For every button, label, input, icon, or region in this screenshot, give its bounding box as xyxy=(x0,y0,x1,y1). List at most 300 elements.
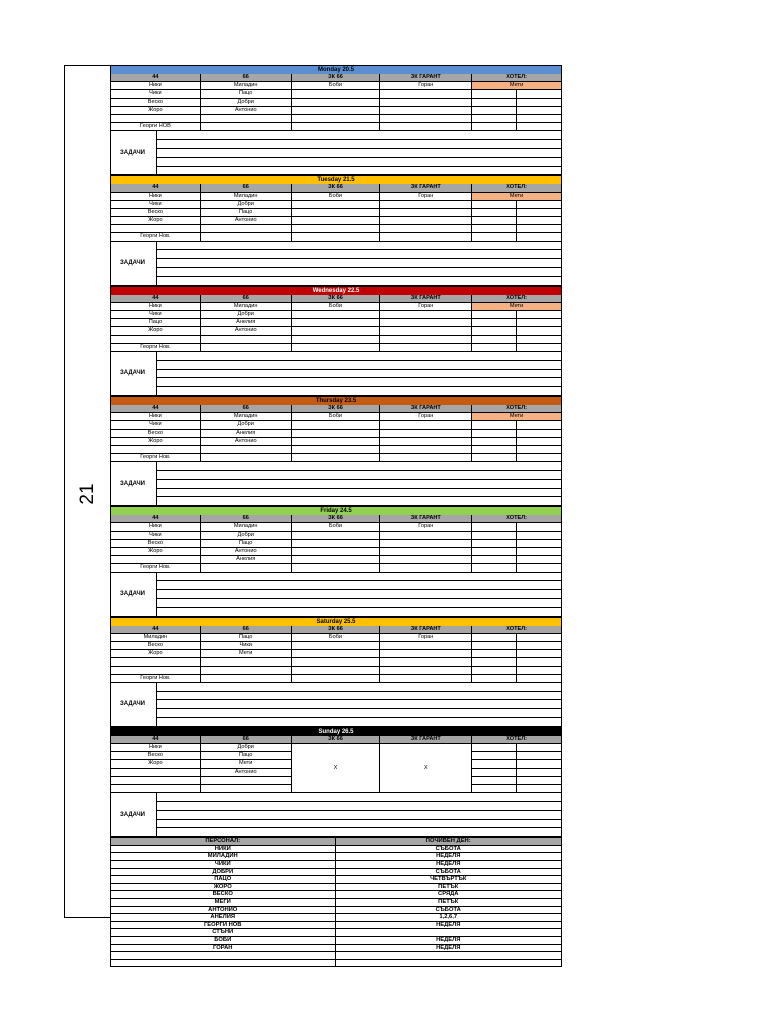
cell-44[interactable]: Чики xyxy=(111,201,201,208)
cell-44[interactable]: Ники xyxy=(111,523,201,530)
cell-hotel-extra[interactable] xyxy=(517,421,562,428)
cell-hotel-extra[interactable] xyxy=(517,658,562,665)
cell-zk66[interactable]: Боби xyxy=(292,82,381,89)
cell-hotel-extra[interactable] xyxy=(517,430,562,437)
staff-name[interactable] xyxy=(111,952,336,960)
cell-hotel[interactable] xyxy=(472,634,517,641)
staff-day-off[interactable]: 1,2,6,7 xyxy=(336,914,563,922)
cell-hotel[interactable] xyxy=(472,675,517,682)
staff-day-off[interactable]: НЕДЕЛЯ xyxy=(336,853,563,861)
staff-name[interactable]: АНТОНИО xyxy=(111,907,336,915)
cell-66[interactable]: Миладин xyxy=(201,523,292,530)
cell-zk66[interactable] xyxy=(292,650,381,657)
cell-zk-garant[interactable] xyxy=(380,344,472,351)
cell-hotel[interactable]: Мети xyxy=(472,413,562,420)
task-line[interactable] xyxy=(157,242,562,251)
cell-hotel-extra[interactable] xyxy=(517,201,562,208)
cell-66[interactable] xyxy=(201,344,292,351)
cell-44[interactable] xyxy=(111,667,201,674)
cell-66[interactable]: Пацо xyxy=(201,752,292,759)
cell-44[interactable]: Ники xyxy=(111,744,201,751)
staff-day-off[interactable]: ЧЕТВЪРТЪК xyxy=(336,876,563,884)
cell-hotel-extra[interactable] xyxy=(517,650,562,657)
task-line[interactable] xyxy=(157,811,562,820)
task-line[interactable] xyxy=(157,573,562,582)
cell-hotel-extra[interactable] xyxy=(517,777,562,784)
cell-zk-garant[interactable] xyxy=(380,123,472,130)
cell-hotel-extra[interactable] xyxy=(517,760,562,767)
staff-name[interactable]: МЕГИ xyxy=(111,899,336,907)
cell-66[interactable]: Пацо xyxy=(201,209,292,216)
staff-name[interactable]: ЖОРО xyxy=(111,884,336,892)
task-line[interactable] xyxy=(157,378,562,387)
cell-66[interactable] xyxy=(201,785,292,792)
cell-zk66[interactable]: Боби xyxy=(292,413,381,420)
cell-66[interactable] xyxy=(201,115,292,122)
cell-66[interactable]: Пацо xyxy=(201,540,292,547)
staff-name[interactable]: ЧИКИ xyxy=(111,861,336,869)
cell-zk-garant[interactable] xyxy=(380,446,472,453)
cell-66[interactable]: Анелия xyxy=(201,556,292,563)
staff-day-off[interactable]: ПЕТЪК xyxy=(336,884,563,892)
cell-44[interactable]: Жоро xyxy=(111,650,201,657)
cell-hotel[interactable] xyxy=(472,785,517,792)
cell-hotel[interactable] xyxy=(472,446,517,453)
cell-hotel[interactable] xyxy=(472,438,517,445)
cell-zk-garant[interactable] xyxy=(380,556,472,563)
cell-zk66[interactable] xyxy=(292,233,381,240)
cell-zk-garant[interactable]: Горан xyxy=(380,634,472,641)
cell-zk-garant[interactable] xyxy=(380,233,472,240)
cell-44[interactable]: Жоро xyxy=(111,217,201,224)
cell-zk-garant[interactable] xyxy=(380,540,472,547)
cell-zk66[interactable] xyxy=(292,90,381,97)
cell-zk-garant[interactable] xyxy=(380,454,472,461)
staff-day-off[interactable]: НЕДЕЛЯ xyxy=(336,922,563,930)
cell-hotel[interactable]: Мети xyxy=(472,82,562,89)
task-line[interactable] xyxy=(157,793,562,802)
cell-66[interactable]: Антонио xyxy=(201,769,292,776)
cell-zk66[interactable] xyxy=(292,430,381,437)
cell-hotel[interactable] xyxy=(472,532,517,539)
cell-hotel[interactable] xyxy=(472,752,517,759)
cell-44[interactable] xyxy=(111,115,201,122)
staff-name[interactable]: ГОРАН xyxy=(111,945,336,953)
task-line[interactable] xyxy=(157,480,562,489)
cell-hotel[interactable] xyxy=(472,115,517,122)
staff-day-off[interactable]: СРЯДА xyxy=(336,891,563,899)
cell-hotel-extra[interactable] xyxy=(517,556,562,563)
cell-hotel-extra[interactable] xyxy=(517,107,562,114)
cell-zk-garant[interactable]: Горан xyxy=(380,82,472,89)
staff-day-off[interactable]: СЪБОТА xyxy=(336,869,563,877)
task-line[interactable] xyxy=(157,140,562,149)
cell-44[interactable]: Веско xyxy=(111,209,201,216)
cell-hotel-extra[interactable] xyxy=(517,752,562,759)
cell-zk-garant[interactable] xyxy=(380,225,472,232)
cell-66[interactable]: Добри xyxy=(201,311,292,318)
task-line[interactable] xyxy=(157,599,562,608)
task-line[interactable] xyxy=(157,268,562,277)
cell-zk66[interactable] xyxy=(292,327,381,334)
cell-hotel[interactable]: Мети xyxy=(472,193,562,200)
cell-66[interactable]: Антонио xyxy=(201,217,292,224)
cell-zk-garant[interactable] xyxy=(380,421,472,428)
cell-hotel[interactable] xyxy=(472,336,517,343)
cell-66[interactable]: Антонио xyxy=(201,548,292,555)
cell-66[interactable]: Миладин xyxy=(201,413,292,420)
cell-zk-garant[interactable] xyxy=(380,675,472,682)
cell-zk66[interactable] xyxy=(292,532,381,539)
cell-zk-garant-closed[interactable]: X xyxy=(380,744,472,793)
cell-zk66[interactable]: Боби xyxy=(292,634,381,641)
cell-66[interactable] xyxy=(201,123,292,130)
staff-name[interactable]: ВЕСКО xyxy=(111,891,336,899)
cell-zk-garant[interactable] xyxy=(380,438,472,445)
cell-44[interactable]: Ники xyxy=(111,82,201,89)
cell-hotel[interactable] xyxy=(472,209,517,216)
cell-zk66[interactable] xyxy=(292,658,381,665)
cell-66[interactable] xyxy=(201,658,292,665)
cell-zk-garant[interactable] xyxy=(380,667,472,674)
cell-zk66-closed[interactable]: X xyxy=(292,744,381,793)
cell-44[interactable] xyxy=(111,556,201,563)
cell-hotel-extra[interactable] xyxy=(517,634,562,641)
cell-hotel[interactable] xyxy=(472,201,517,208)
cell-zk66[interactable] xyxy=(292,319,381,326)
cell-hotel-extra[interactable] xyxy=(517,209,562,216)
cell-hotel[interactable] xyxy=(472,667,517,674)
task-line[interactable] xyxy=(157,489,562,498)
cell-zk-garant[interactable]: Горан xyxy=(380,523,472,530)
staff-day-off[interactable] xyxy=(336,960,563,968)
cell-44[interactable]: Жоро xyxy=(111,438,201,445)
cell-zk-garant[interactable]: Горан xyxy=(380,413,472,420)
cell-66[interactable]: Пацо xyxy=(201,634,292,641)
cell-hotel[interactable] xyxy=(472,769,517,776)
staff-name[interactable]: МИЛАДИН xyxy=(111,853,336,861)
cell-44[interactable]: Веско xyxy=(111,752,201,759)
cell-66[interactable]: Мети xyxy=(201,650,292,657)
task-line[interactable] xyxy=(157,718,562,726)
cell-hotel-extra[interactable] xyxy=(517,336,562,343)
cell-hotel[interactable] xyxy=(472,540,517,547)
cell-hotel-extra[interactable] xyxy=(517,675,562,682)
cell-44[interactable]: Чики xyxy=(111,532,201,539)
task-line[interactable] xyxy=(157,158,562,167)
staff-name[interactable]: СТЪНИ xyxy=(111,929,336,937)
cell-zk66[interactable] xyxy=(292,438,381,445)
task-line[interactable] xyxy=(157,352,562,361)
cell-66[interactable]: Анелия xyxy=(201,430,292,437)
task-line[interactable] xyxy=(157,828,562,836)
task-line[interactable] xyxy=(157,277,562,285)
cell-hotel-extra[interactable] xyxy=(517,319,562,326)
cell-hotel[interactable] xyxy=(472,650,517,657)
cell-hotel[interactable] xyxy=(472,760,517,767)
cell-44[interactable] xyxy=(111,777,201,784)
cell-zk-garant[interactable] xyxy=(380,642,472,649)
cell-zk-garant[interactable] xyxy=(380,532,472,539)
cell-hotel[interactable] xyxy=(472,90,517,97)
task-line[interactable] xyxy=(157,149,562,158)
cell-zk66[interactable] xyxy=(292,344,381,351)
cell-hotel-extra[interactable] xyxy=(517,667,562,674)
cell-44[interactable]: Чики xyxy=(111,421,201,428)
task-line[interactable] xyxy=(157,700,562,709)
task-line[interactable] xyxy=(157,131,562,140)
cell-hotel[interactable] xyxy=(472,217,517,224)
task-line[interactable] xyxy=(157,590,562,599)
cell-zk66[interactable] xyxy=(292,540,381,547)
cell-66[interactable] xyxy=(201,233,292,240)
cell-66[interactable]: Миладин xyxy=(201,82,292,89)
cell-44[interactable]: Чики xyxy=(111,311,201,318)
cell-hotel-extra[interactable] xyxy=(517,217,562,224)
cell-zk66[interactable] xyxy=(292,217,381,224)
cell-hotel-extra[interactable] xyxy=(517,123,562,130)
task-line[interactable] xyxy=(157,370,562,379)
cell-hotel[interactable] xyxy=(472,564,517,571)
staff-day-off[interactable] xyxy=(336,929,563,937)
cell-hotel[interactable] xyxy=(472,319,517,326)
cell-66[interactable]: Антонио xyxy=(201,438,292,445)
cell-44[interactable]: Пацо xyxy=(111,319,201,326)
cell-zk-garant[interactable] xyxy=(380,658,472,665)
cell-zk-garant[interactable] xyxy=(380,336,472,343)
cell-zk-garant[interactable] xyxy=(380,201,472,208)
cell-66[interactable] xyxy=(201,675,292,682)
cell-hotel-extra[interactable] xyxy=(517,769,562,776)
cell-zk66[interactable] xyxy=(292,201,381,208)
cell-zk66[interactable] xyxy=(292,675,381,682)
cell-hotel-extra[interactable] xyxy=(517,454,562,461)
staff-name[interactable]: АНЕЛИЯ xyxy=(111,914,336,922)
cell-66[interactable]: Миладин xyxy=(201,193,292,200)
cell-hotel[interactable] xyxy=(472,107,517,114)
cell-66[interactable] xyxy=(201,564,292,571)
cell-44[interactable]: Георги Нов. xyxy=(111,675,201,682)
cell-zk-garant[interactable] xyxy=(380,115,472,122)
cell-hotel[interactable] xyxy=(472,777,517,784)
cell-hotel-extra[interactable] xyxy=(517,785,562,792)
cell-hotel[interactable] xyxy=(472,658,517,665)
cell-44[interactable]: Чики xyxy=(111,90,201,97)
cell-zk66[interactable] xyxy=(292,99,381,106)
staff-day-off[interactable]: ПЕТЪК xyxy=(336,899,563,907)
task-line[interactable] xyxy=(157,802,562,811)
cell-44[interactable] xyxy=(111,446,201,453)
cell-hotel-extra[interactable] xyxy=(517,446,562,453)
cell-44[interactable] xyxy=(111,785,201,792)
cell-zk66[interactable] xyxy=(292,115,381,122)
cell-zk-garant[interactable] xyxy=(380,209,472,216)
cell-66[interactable]: Антонио xyxy=(201,107,292,114)
cell-66[interactable]: Добри xyxy=(201,421,292,428)
cell-66[interactable]: Анелия xyxy=(201,319,292,326)
cell-zk-garant[interactable] xyxy=(380,319,472,326)
cell-zk66[interactable] xyxy=(292,454,381,461)
cell-66[interactable] xyxy=(201,225,292,232)
cell-66[interactable] xyxy=(201,777,292,784)
task-line[interactable] xyxy=(157,497,562,505)
cell-zk66[interactable] xyxy=(292,564,381,571)
cell-44[interactable]: Веско xyxy=(111,99,201,106)
task-line[interactable] xyxy=(157,387,562,395)
task-line[interactable] xyxy=(157,709,562,718)
cell-zk66[interactable] xyxy=(292,336,381,343)
cell-44[interactable]: Жоро xyxy=(111,107,201,114)
cell-hotel[interactable] xyxy=(472,642,517,649)
cell-44[interactable]: Георги Нов. xyxy=(111,344,201,351)
staff-day-off[interactable]: СЪБОТА xyxy=(336,846,563,854)
cell-hotel[interactable] xyxy=(472,327,517,334)
staff-day-off[interactable]: НЕДЕЛЯ xyxy=(336,937,563,945)
cell-zk-garant[interactable] xyxy=(380,430,472,437)
cell-hotel[interactable] xyxy=(472,311,517,318)
staff-day-off[interactable] xyxy=(336,952,563,960)
cell-66[interactable] xyxy=(201,454,292,461)
cell-zk66[interactable] xyxy=(292,107,381,114)
cell-44[interactable] xyxy=(111,336,201,343)
cell-zk66[interactable] xyxy=(292,667,381,674)
cell-zk-garant[interactable]: Горан xyxy=(380,193,472,200)
cell-zk66[interactable] xyxy=(292,209,381,216)
cell-hotel-extra[interactable] xyxy=(517,233,562,240)
cell-hotel-extra[interactable] xyxy=(517,327,562,334)
task-line[interactable] xyxy=(157,581,562,590)
cell-44[interactable]: Георги Нов. xyxy=(111,233,201,240)
cell-zk66[interactable]: Боби xyxy=(292,523,381,530)
cell-zk66[interactable]: Боби xyxy=(292,193,381,200)
cell-44[interactable]: Ники xyxy=(111,413,201,420)
cell-zk-garant[interactable] xyxy=(380,327,472,334)
cell-44[interactable]: Георги Нов. xyxy=(111,564,201,571)
cell-hotel-extra[interactable] xyxy=(517,344,562,351)
task-line[interactable] xyxy=(157,259,562,268)
cell-hotel-extra[interactable] xyxy=(517,564,562,571)
cell-hotel-extra[interactable] xyxy=(517,548,562,555)
cell-44[interactable] xyxy=(111,769,201,776)
cell-hotel[interactable] xyxy=(472,744,517,751)
cell-44[interactable]: Жоро xyxy=(111,548,201,555)
cell-hotel[interactable] xyxy=(472,344,517,351)
cell-66[interactable] xyxy=(201,667,292,674)
staff-day-off[interactable]: СЪБОТА xyxy=(336,907,563,915)
task-line[interactable] xyxy=(157,167,562,175)
cell-hotel-extra[interactable] xyxy=(517,99,562,106)
cell-44[interactable]: Ники xyxy=(111,303,201,310)
staff-day-off[interactable]: НЕДЕЛЯ xyxy=(336,945,563,953)
cell-zk-garant[interactable] xyxy=(380,217,472,224)
cell-zk66[interactable] xyxy=(292,123,381,130)
cell-44[interactable]: Жоро xyxy=(111,327,201,334)
task-line[interactable] xyxy=(157,250,562,259)
cell-hotel-extra[interactable] xyxy=(517,642,562,649)
cell-zk-garant[interactable] xyxy=(380,548,472,555)
cell-66[interactable]: Чики xyxy=(201,642,292,649)
cell-hotel-extra[interactable] xyxy=(517,115,562,122)
task-line[interactable] xyxy=(157,462,562,471)
cell-zk66[interactable] xyxy=(292,642,381,649)
cell-hotel-extra[interactable] xyxy=(517,523,562,530)
cell-hotel[interactable] xyxy=(472,430,517,437)
cell-hotel-extra[interactable] xyxy=(517,90,562,97)
task-line[interactable] xyxy=(157,361,562,370)
task-line[interactable] xyxy=(157,608,562,616)
task-line[interactable] xyxy=(157,820,562,829)
cell-66[interactable]: Добри xyxy=(201,201,292,208)
cell-44[interactable] xyxy=(111,658,201,665)
cell-44[interactable]: Ники xyxy=(111,193,201,200)
staff-name[interactable]: ПАЦО xyxy=(111,876,336,884)
staff-name[interactable]: НИКИ xyxy=(111,846,336,854)
cell-zk-garant[interactable] xyxy=(380,99,472,106)
cell-zk66[interactable] xyxy=(292,225,381,232)
cell-hotel-extra[interactable] xyxy=(517,744,562,751)
cell-hotel[interactable]: Мети xyxy=(472,303,562,310)
staff-day-off[interactable]: НЕДЕЛЯ xyxy=(336,861,563,869)
cell-44[interactable]: Веско xyxy=(111,540,201,547)
cell-44[interactable] xyxy=(111,225,201,232)
cell-zk66[interactable] xyxy=(292,446,381,453)
cell-zk-garant[interactable] xyxy=(380,650,472,657)
cell-hotel[interactable] xyxy=(472,454,517,461)
staff-name[interactable]: ДОБРИ xyxy=(111,869,336,877)
cell-hotel-extra[interactable] xyxy=(517,225,562,232)
cell-44[interactable]: Георги Нов. xyxy=(111,454,201,461)
cell-44[interactable]: Жоро xyxy=(111,760,201,767)
cell-44[interactable]: Веско xyxy=(111,430,201,437)
cell-66[interactable]: Антонио xyxy=(201,327,292,334)
staff-name[interactable] xyxy=(111,960,336,968)
cell-hotel-extra[interactable] xyxy=(517,311,562,318)
cell-zk66[interactable] xyxy=(292,548,381,555)
cell-hotel[interactable] xyxy=(472,548,517,555)
cell-hotel-extra[interactable] xyxy=(517,438,562,445)
cell-66[interactable]: Добри xyxy=(201,744,292,751)
cell-66[interactable]: Миладин xyxy=(201,303,292,310)
cell-zk66[interactable] xyxy=(292,421,381,428)
cell-hotel[interactable] xyxy=(472,421,517,428)
cell-hotel-extra[interactable] xyxy=(517,540,562,547)
cell-hotel[interactable] xyxy=(472,523,517,530)
cell-44[interactable]: Миладин xyxy=(111,634,201,641)
staff-name[interactable]: ГЕОРГИ НОВ xyxy=(111,922,336,930)
cell-zk-garant[interactable] xyxy=(380,311,472,318)
cell-44[interactable]: Георги НОВ xyxy=(111,123,201,130)
task-line[interactable] xyxy=(157,683,562,692)
task-line[interactable] xyxy=(157,692,562,701)
cell-66[interactable] xyxy=(201,336,292,343)
cell-zk66[interactable]: Боби xyxy=(292,303,381,310)
cell-66[interactable]: Мети xyxy=(201,760,292,767)
cell-66[interactable]: Пацо xyxy=(201,90,292,97)
cell-hotel-extra[interactable] xyxy=(517,532,562,539)
cell-hotel[interactable] xyxy=(472,233,517,240)
cell-hotel[interactable] xyxy=(472,99,517,106)
cell-zk-garant[interactable] xyxy=(380,564,472,571)
staff-name[interactable]: БОБИ xyxy=(111,937,336,945)
cell-hotel[interactable] xyxy=(472,123,517,130)
task-line[interactable] xyxy=(157,471,562,480)
cell-zk-garant[interactable] xyxy=(380,90,472,97)
cell-66[interactable]: Добри xyxy=(201,99,292,106)
cell-66[interactable]: Добри xyxy=(201,532,292,539)
cell-zk66[interactable] xyxy=(292,556,381,563)
cell-zk66[interactable] xyxy=(292,311,381,318)
cell-zk-garant[interactable]: Горан xyxy=(380,303,472,310)
